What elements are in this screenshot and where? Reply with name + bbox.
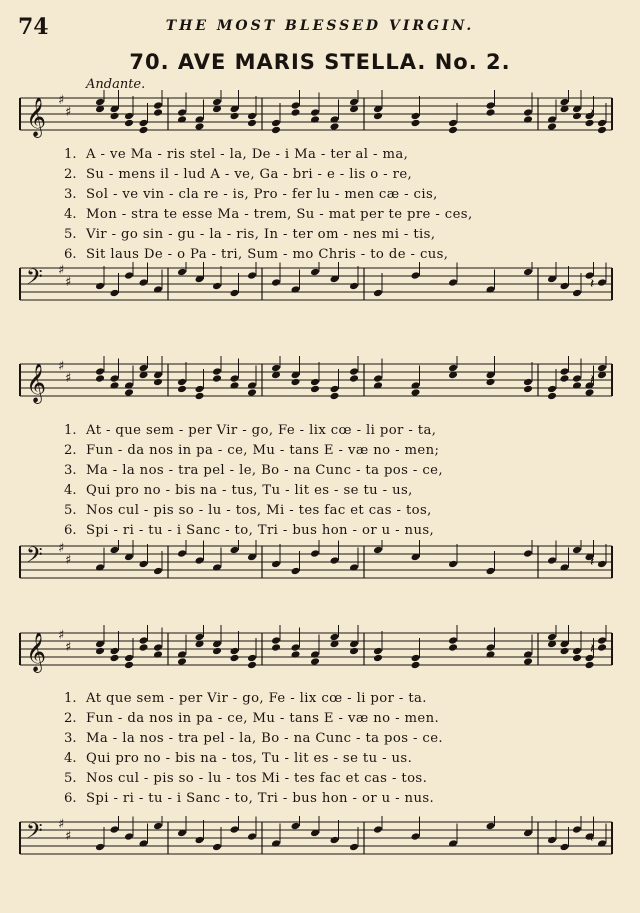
note-head-icon xyxy=(212,367,222,376)
note-head-icon xyxy=(110,112,120,121)
note-head-icon xyxy=(310,657,320,666)
note-head-icon xyxy=(547,556,557,565)
sharp-icon: ♯ xyxy=(58,263,65,278)
note-head-icon xyxy=(411,832,421,841)
note-head-icon xyxy=(330,836,340,845)
note-head-icon xyxy=(271,278,281,287)
verse-line: 5. Nos cul - pis so - lu - tos, Mi - tes fac et cas - tos, xyxy=(64,503,432,518)
note-head-icon xyxy=(124,119,134,128)
note-head-icon xyxy=(523,549,533,558)
note-head-icon xyxy=(110,647,120,656)
note-head-icon xyxy=(291,567,301,576)
verse-line: 3. Ma - la nos - tra pel - le, Bo - na Cunc - ta pos - ce, xyxy=(64,463,443,478)
note-head-icon xyxy=(411,119,421,128)
verse-line: 6. Sit laus De - o Pa - tri, Sum - mo Chris - to de - cus, xyxy=(64,247,449,262)
sharp-icon: ♯ xyxy=(58,359,65,374)
note-head-icon xyxy=(139,364,149,373)
note-head-icon xyxy=(95,647,105,656)
note-head-icon xyxy=(597,560,607,569)
note-head-icon xyxy=(547,392,557,401)
note-head-icon xyxy=(110,289,120,298)
note-head-icon xyxy=(139,636,149,645)
sharp-icon: ♯ xyxy=(65,275,72,290)
note-head-icon xyxy=(195,836,205,845)
note-head-icon xyxy=(247,388,257,397)
note-head-icon xyxy=(124,654,134,663)
note-head-icon xyxy=(310,268,320,277)
note-head-icon xyxy=(330,633,340,642)
note-head-icon xyxy=(95,843,105,852)
rest-icon: 𝄽 xyxy=(590,830,595,846)
hymn-title: 70. AVE MARIS STELLA. No. 2. xyxy=(129,50,511,74)
verse-line: 3. Ma - la nos - tra pel - la, Bo - na Cunc - ta pos - ce. xyxy=(64,731,443,746)
note-head-icon xyxy=(560,647,570,656)
note-head-icon xyxy=(212,843,222,852)
page-number: 74 xyxy=(18,14,49,40)
note-head-icon xyxy=(271,364,281,373)
note-head-icon xyxy=(271,560,281,569)
sharp-icon: ♯ xyxy=(65,371,72,386)
note-head-icon xyxy=(349,374,359,383)
rest-icon: 𝄽 xyxy=(590,554,595,570)
treble-clef-icon: 𝄞 xyxy=(26,363,47,403)
note-head-icon xyxy=(247,271,257,280)
note-head-icon xyxy=(139,119,149,128)
rest-icon: 𝄽 xyxy=(590,106,595,122)
note-head-icon xyxy=(124,661,134,670)
note-head-icon xyxy=(486,822,496,831)
note-head-icon xyxy=(139,126,149,135)
note-head-icon xyxy=(572,289,582,298)
note-head-icon xyxy=(572,374,582,383)
note-head-icon xyxy=(271,126,281,135)
note-head-icon xyxy=(486,378,496,387)
verse-line: 6. Spi - ri - tu - i Sanc - to, Tri - bus hon - or u - nus. xyxy=(64,791,435,806)
note-head-icon xyxy=(247,119,257,128)
note-head-icon xyxy=(139,278,149,287)
note-head-icon xyxy=(547,836,557,845)
verse-line: 4. Qui pro no - bis na - tus, Tu - lit es - se tu - us, xyxy=(64,483,413,498)
note-head-icon xyxy=(560,374,570,383)
note-head-icon xyxy=(547,122,557,131)
treble-clef-icon: 𝄞 xyxy=(26,632,47,672)
note-head-icon xyxy=(411,271,421,280)
note-head-icon xyxy=(560,367,570,376)
note-head-icon xyxy=(373,546,383,555)
note-head-icon xyxy=(448,560,458,569)
note-head-icon xyxy=(411,654,421,663)
note-head-icon xyxy=(373,647,383,656)
note-head-icon xyxy=(212,282,222,291)
note-head-icon xyxy=(153,378,163,387)
verse-line: 2. Fun - da nos in pa - ce, Mu - tans E - væ no - men; xyxy=(64,443,440,458)
note-head-icon xyxy=(247,832,257,841)
note-head-icon xyxy=(597,643,607,652)
system-1-bass-staff xyxy=(0,262,640,312)
note-head-icon xyxy=(177,108,187,117)
sharp-icon: ♯ xyxy=(58,628,65,643)
note-head-icon xyxy=(310,378,320,387)
note-head-icon xyxy=(230,825,240,834)
system-3-treble-staff xyxy=(0,625,640,685)
note-head-icon xyxy=(572,546,582,555)
note-head-icon xyxy=(95,374,105,383)
note-head-icon xyxy=(486,108,496,117)
note-head-icon xyxy=(110,374,120,383)
note-head-icon xyxy=(411,112,421,121)
note-head-icon xyxy=(560,282,570,291)
system-3-bass-staff xyxy=(0,816,640,866)
note-head-icon xyxy=(572,112,582,121)
verse-line: 3. Sol - ve vin - cla re - is, Pro - fer lu - men cæ - cis, xyxy=(64,187,438,202)
sharp-icon: ♯ xyxy=(58,817,65,832)
sharp-icon: ♯ xyxy=(58,541,65,556)
note-head-icon xyxy=(212,647,222,656)
verse-line: 2. Fun - da nos in pa - ce, Mu - tans E - væ no - men. xyxy=(64,711,440,726)
note-head-icon xyxy=(230,289,240,298)
note-head-icon xyxy=(177,657,187,666)
sharp-icon: ♯ xyxy=(65,553,72,568)
note-head-icon xyxy=(153,643,163,652)
note-head-icon xyxy=(291,108,301,117)
note-head-icon xyxy=(310,549,320,558)
note-head-icon xyxy=(247,654,257,663)
sharp-icon: ♯ xyxy=(65,640,72,655)
note-head-icon xyxy=(373,374,383,383)
note-head-icon xyxy=(195,556,205,565)
note-head-icon xyxy=(195,122,205,131)
system-2-verses xyxy=(64,418,612,538)
note-head-icon xyxy=(212,98,222,107)
verse-line: 5. Nos cul - pis so - lu - tos Mi - tes fac et cas - tos. xyxy=(64,771,428,786)
note-head-icon xyxy=(212,374,222,383)
system-3-verses xyxy=(64,686,612,806)
note-head-icon xyxy=(523,378,533,387)
note-head-icon xyxy=(271,643,281,652)
note-head-icon xyxy=(177,378,187,387)
note-head-icon xyxy=(110,825,120,834)
system-2-bass-staff xyxy=(0,540,640,590)
note-head-icon xyxy=(523,657,533,666)
note-head-icon xyxy=(597,119,607,128)
note-head-icon xyxy=(523,268,533,277)
note-head-icon xyxy=(448,126,458,135)
rest-icon: 𝄽 xyxy=(590,276,595,292)
note-head-icon xyxy=(349,843,359,852)
note-head-icon xyxy=(153,101,163,110)
note-head-icon xyxy=(373,289,383,298)
note-head-icon xyxy=(95,282,105,291)
note-head-icon xyxy=(124,832,134,841)
note-head-icon xyxy=(124,271,134,280)
note-head-icon xyxy=(330,556,340,565)
note-head-icon xyxy=(153,822,163,831)
note-head-icon xyxy=(195,385,205,394)
note-head-icon xyxy=(110,546,120,555)
note-head-icon xyxy=(230,654,240,663)
note-head-icon xyxy=(597,126,607,135)
sharp-icon: ♯ xyxy=(65,829,72,844)
verse-line: 1. At - que sem - per Vir - go, Fe - lix cœ - li por - ta, xyxy=(64,423,437,438)
note-head-icon xyxy=(139,560,149,569)
verse-line: 2. Su - mens il - lud A - ve, Ga - bri - e - lis o - re, xyxy=(64,167,413,182)
note-head-icon xyxy=(572,825,582,834)
note-head-icon xyxy=(547,633,557,642)
note-head-icon xyxy=(597,636,607,645)
note-head-icon xyxy=(330,385,340,394)
note-head-icon xyxy=(139,643,149,652)
note-head-icon xyxy=(124,112,134,121)
treble-clef-icon: 𝄞 xyxy=(26,97,47,137)
note-head-icon xyxy=(247,661,257,670)
note-head-icon xyxy=(572,647,582,656)
note-head-icon xyxy=(448,364,458,373)
note-head-icon xyxy=(373,654,383,663)
note-head-icon xyxy=(560,843,570,852)
note-head-icon xyxy=(572,654,582,663)
note-head-icon xyxy=(310,385,320,394)
note-head-icon xyxy=(547,385,557,394)
rest-icon: 𝄽 xyxy=(590,641,595,657)
note-head-icon xyxy=(291,822,301,831)
note-head-icon xyxy=(448,119,458,128)
note-head-icon xyxy=(486,567,496,576)
bass-clef-icon: 𝄢 xyxy=(26,265,43,295)
verse-line: 6. Spi - ri - tu - i Sanc - to, Tri - bus hon - or u - nus, xyxy=(64,523,435,538)
note-head-icon xyxy=(153,108,163,117)
tempo-marking: Andante. xyxy=(86,77,146,92)
note-head-icon xyxy=(230,112,240,121)
note-head-icon xyxy=(486,101,496,110)
note-head-icon xyxy=(177,268,187,277)
note-head-icon xyxy=(597,278,607,287)
sharp-icon: ♯ xyxy=(65,105,72,120)
note-head-icon xyxy=(247,112,257,121)
note-head-icon xyxy=(124,388,134,397)
note-head-icon xyxy=(349,367,359,376)
note-head-icon xyxy=(373,112,383,121)
note-head-icon xyxy=(291,643,301,652)
running-head: THE MOST BLESSED VIRGIN. xyxy=(165,18,475,34)
note-head-icon xyxy=(349,282,359,291)
note-head-icon xyxy=(310,108,320,117)
system-1-treble-staff xyxy=(0,90,640,150)
note-head-icon xyxy=(411,661,421,670)
verse-line: 1. A - ve Ma - ris stel - la, De - i Ma - ter al - ma, xyxy=(64,147,409,162)
note-head-icon xyxy=(291,378,301,387)
rest-icon: 𝄽 xyxy=(590,372,595,388)
note-head-icon xyxy=(448,643,458,652)
note-head-icon xyxy=(110,654,120,663)
note-head-icon xyxy=(585,661,595,670)
note-head-icon xyxy=(271,119,281,128)
verse-line: 5. Vir - go sin - gu - la - ris, In - ter om - nes mi - tis, xyxy=(64,227,436,242)
bass-clef-icon: 𝄢 xyxy=(26,819,43,849)
note-head-icon xyxy=(230,374,240,383)
note-head-icon xyxy=(523,385,533,394)
note-head-icon xyxy=(195,392,205,401)
bass-clef-icon: 𝄢 xyxy=(26,543,43,573)
system-2-treble-staff xyxy=(0,356,640,416)
note-head-icon xyxy=(153,567,163,576)
note-head-icon xyxy=(486,643,496,652)
note-head-icon xyxy=(585,388,595,397)
note-head-icon xyxy=(230,546,240,555)
verse-line: 1. At que sem - per Vir - go, Fe - lix cœ - li por - ta. xyxy=(64,691,427,706)
note-head-icon xyxy=(271,636,281,645)
note-head-icon xyxy=(291,101,301,110)
verse-line: 4. Mon - stra te esse Ma - trem, Su - mat per te pre - ces, xyxy=(64,207,473,222)
system-1-verses xyxy=(64,142,612,262)
note-head-icon xyxy=(373,825,383,834)
note-head-icon xyxy=(95,98,105,107)
sharp-icon: ♯ xyxy=(58,93,65,108)
note-head-icon xyxy=(230,647,240,656)
note-head-icon xyxy=(177,549,187,558)
note-head-icon xyxy=(448,636,458,645)
verse-line: 4. Qui pro no - bis na - tos, Tu - lit es - se tu - us. xyxy=(64,751,413,766)
note-head-icon xyxy=(411,388,421,397)
note-head-icon xyxy=(330,122,340,131)
note-head-icon xyxy=(560,98,570,107)
note-head-icon xyxy=(95,367,105,376)
note-head-icon xyxy=(523,108,533,117)
note-head-icon xyxy=(597,364,607,373)
note-head-icon xyxy=(448,278,458,287)
note-head-icon xyxy=(177,385,187,394)
note-head-icon xyxy=(349,98,359,107)
note-head-icon xyxy=(349,647,359,656)
note-head-icon xyxy=(195,633,205,642)
note-head-icon xyxy=(330,392,340,401)
